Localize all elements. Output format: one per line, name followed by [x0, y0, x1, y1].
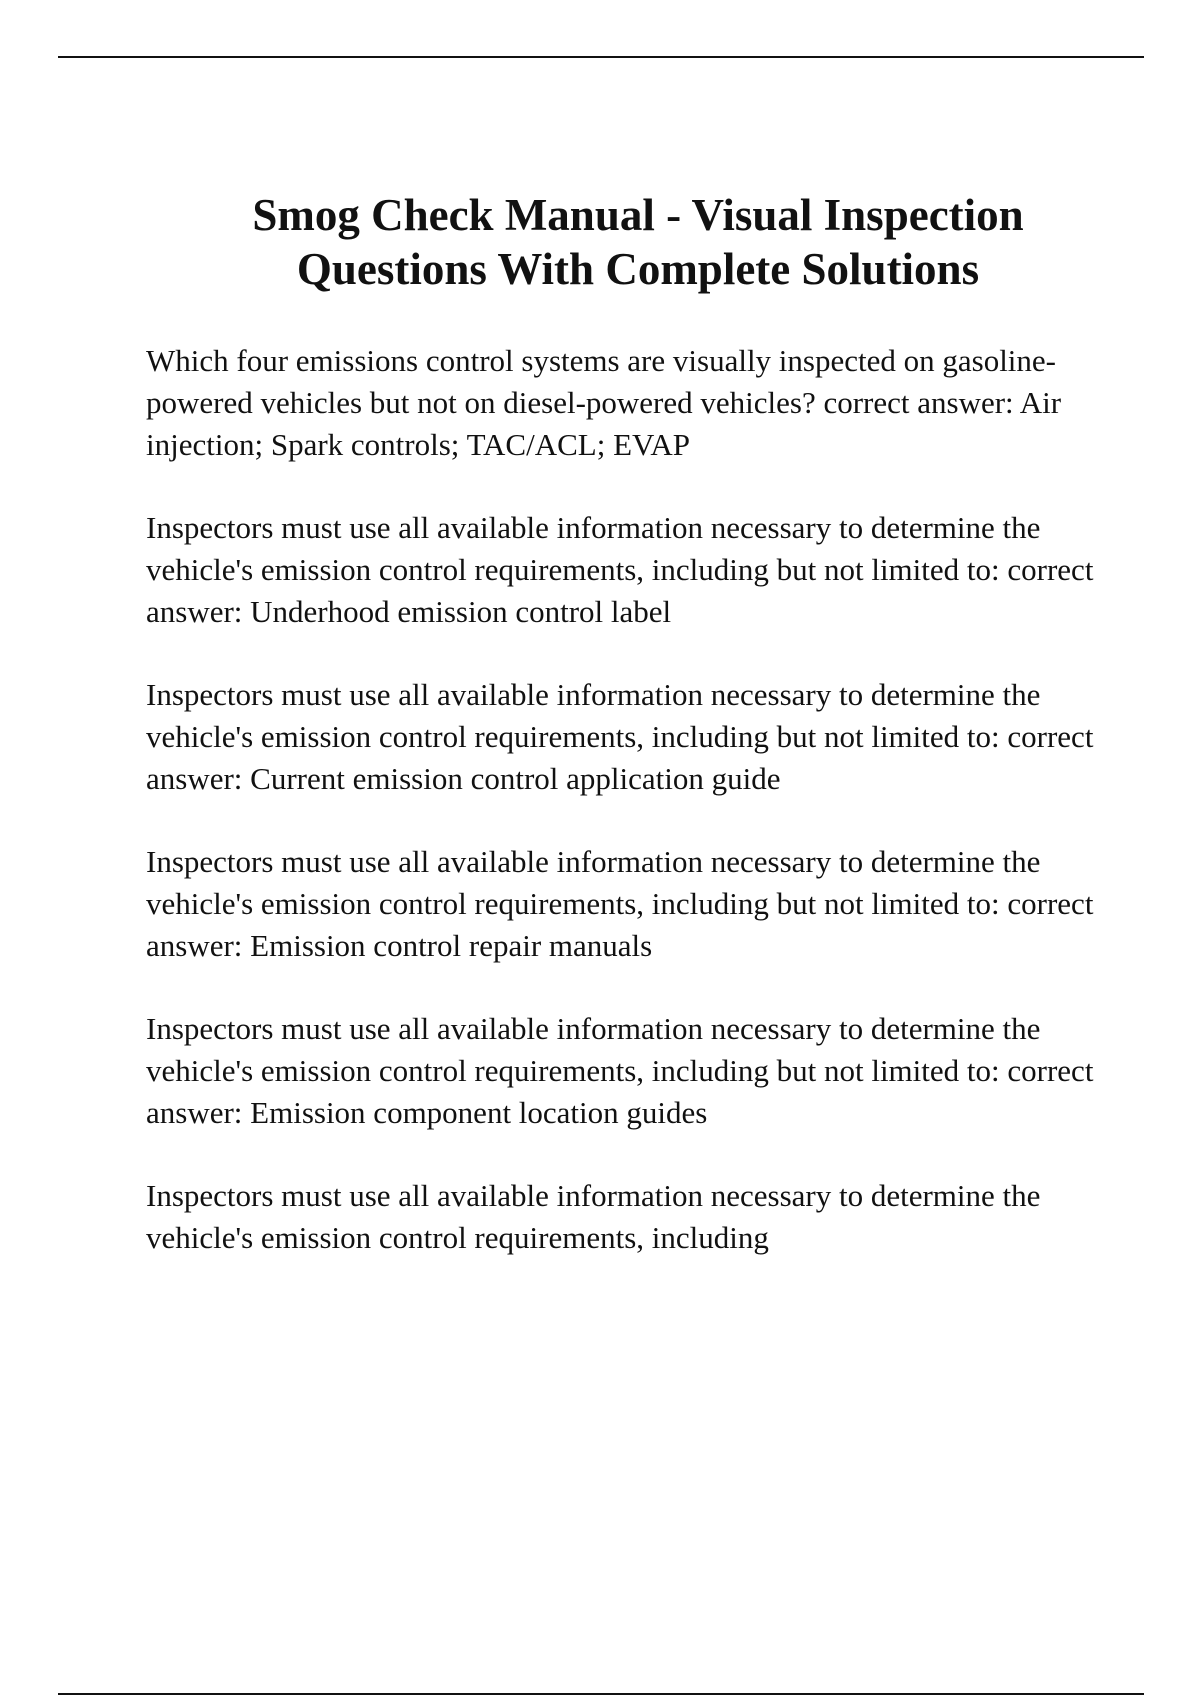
qa-item: [146, 674, 1136, 800]
answer-text: Emission control repair manuals: [250, 928, 653, 963]
answer-marker: correct answer:: [146, 886, 1102, 963]
question-text: Inspectors must use all available information necessary to determine the vehicle's emission control requirements, including but not limited to:: [146, 844, 1049, 921]
document-title: Smog Check Manual - Visual Inspection Questions With Complete Solutions: [252, 190, 1024, 294]
qa-item: [146, 1175, 1136, 1259]
qa-item: [146, 340, 1136, 466]
answer-marker: correct answer:: [146, 552, 1102, 629]
answer-marker: correct answer:: [146, 1053, 1102, 1130]
question-text: Which four emissions control systems are visually inspected on gasoline-powered vehicles but not on diesel-powered vehicles?: [146, 343, 1057, 420]
qa-item: [146, 1008, 1136, 1134]
qa-item: [146, 507, 1136, 633]
answer-text: Emission component location guides: [250, 1095, 708, 1130]
answer-text: Underhood emission control label: [250, 594, 672, 629]
answer-text: Current emission control application guide: [250, 761, 781, 796]
question-text: Inspectors must use all available information necessary to determine the vehicle's emission control requirements, including but not limited to:: [146, 677, 1049, 754]
question-text: Inspectors must use all available information necessary to determine the vehicle's emission control requirements, including: [146, 1178, 1049, 1255]
answer-marker: correct answer:: [823, 385, 1014, 420]
qa-item: [146, 841, 1136, 967]
answer-text: Air injection; Spark controls; TAC/ACL; EVAP: [146, 385, 1069, 462]
top-rule: [58, 56, 1144, 58]
answer-marker: correct answer:: [146, 719, 1102, 796]
qa-list: [146, 340, 1136, 1300]
question-text: Inspectors must use all available information necessary to determine the vehicle's emission control requirements, including but not limited to:: [146, 1011, 1049, 1088]
bottom-rule: [58, 1693, 1144, 1695]
question-text: Inspectors must use all available information necessary to determine the vehicle's emission control requirements, including but not limited to:: [146, 510, 1049, 587]
